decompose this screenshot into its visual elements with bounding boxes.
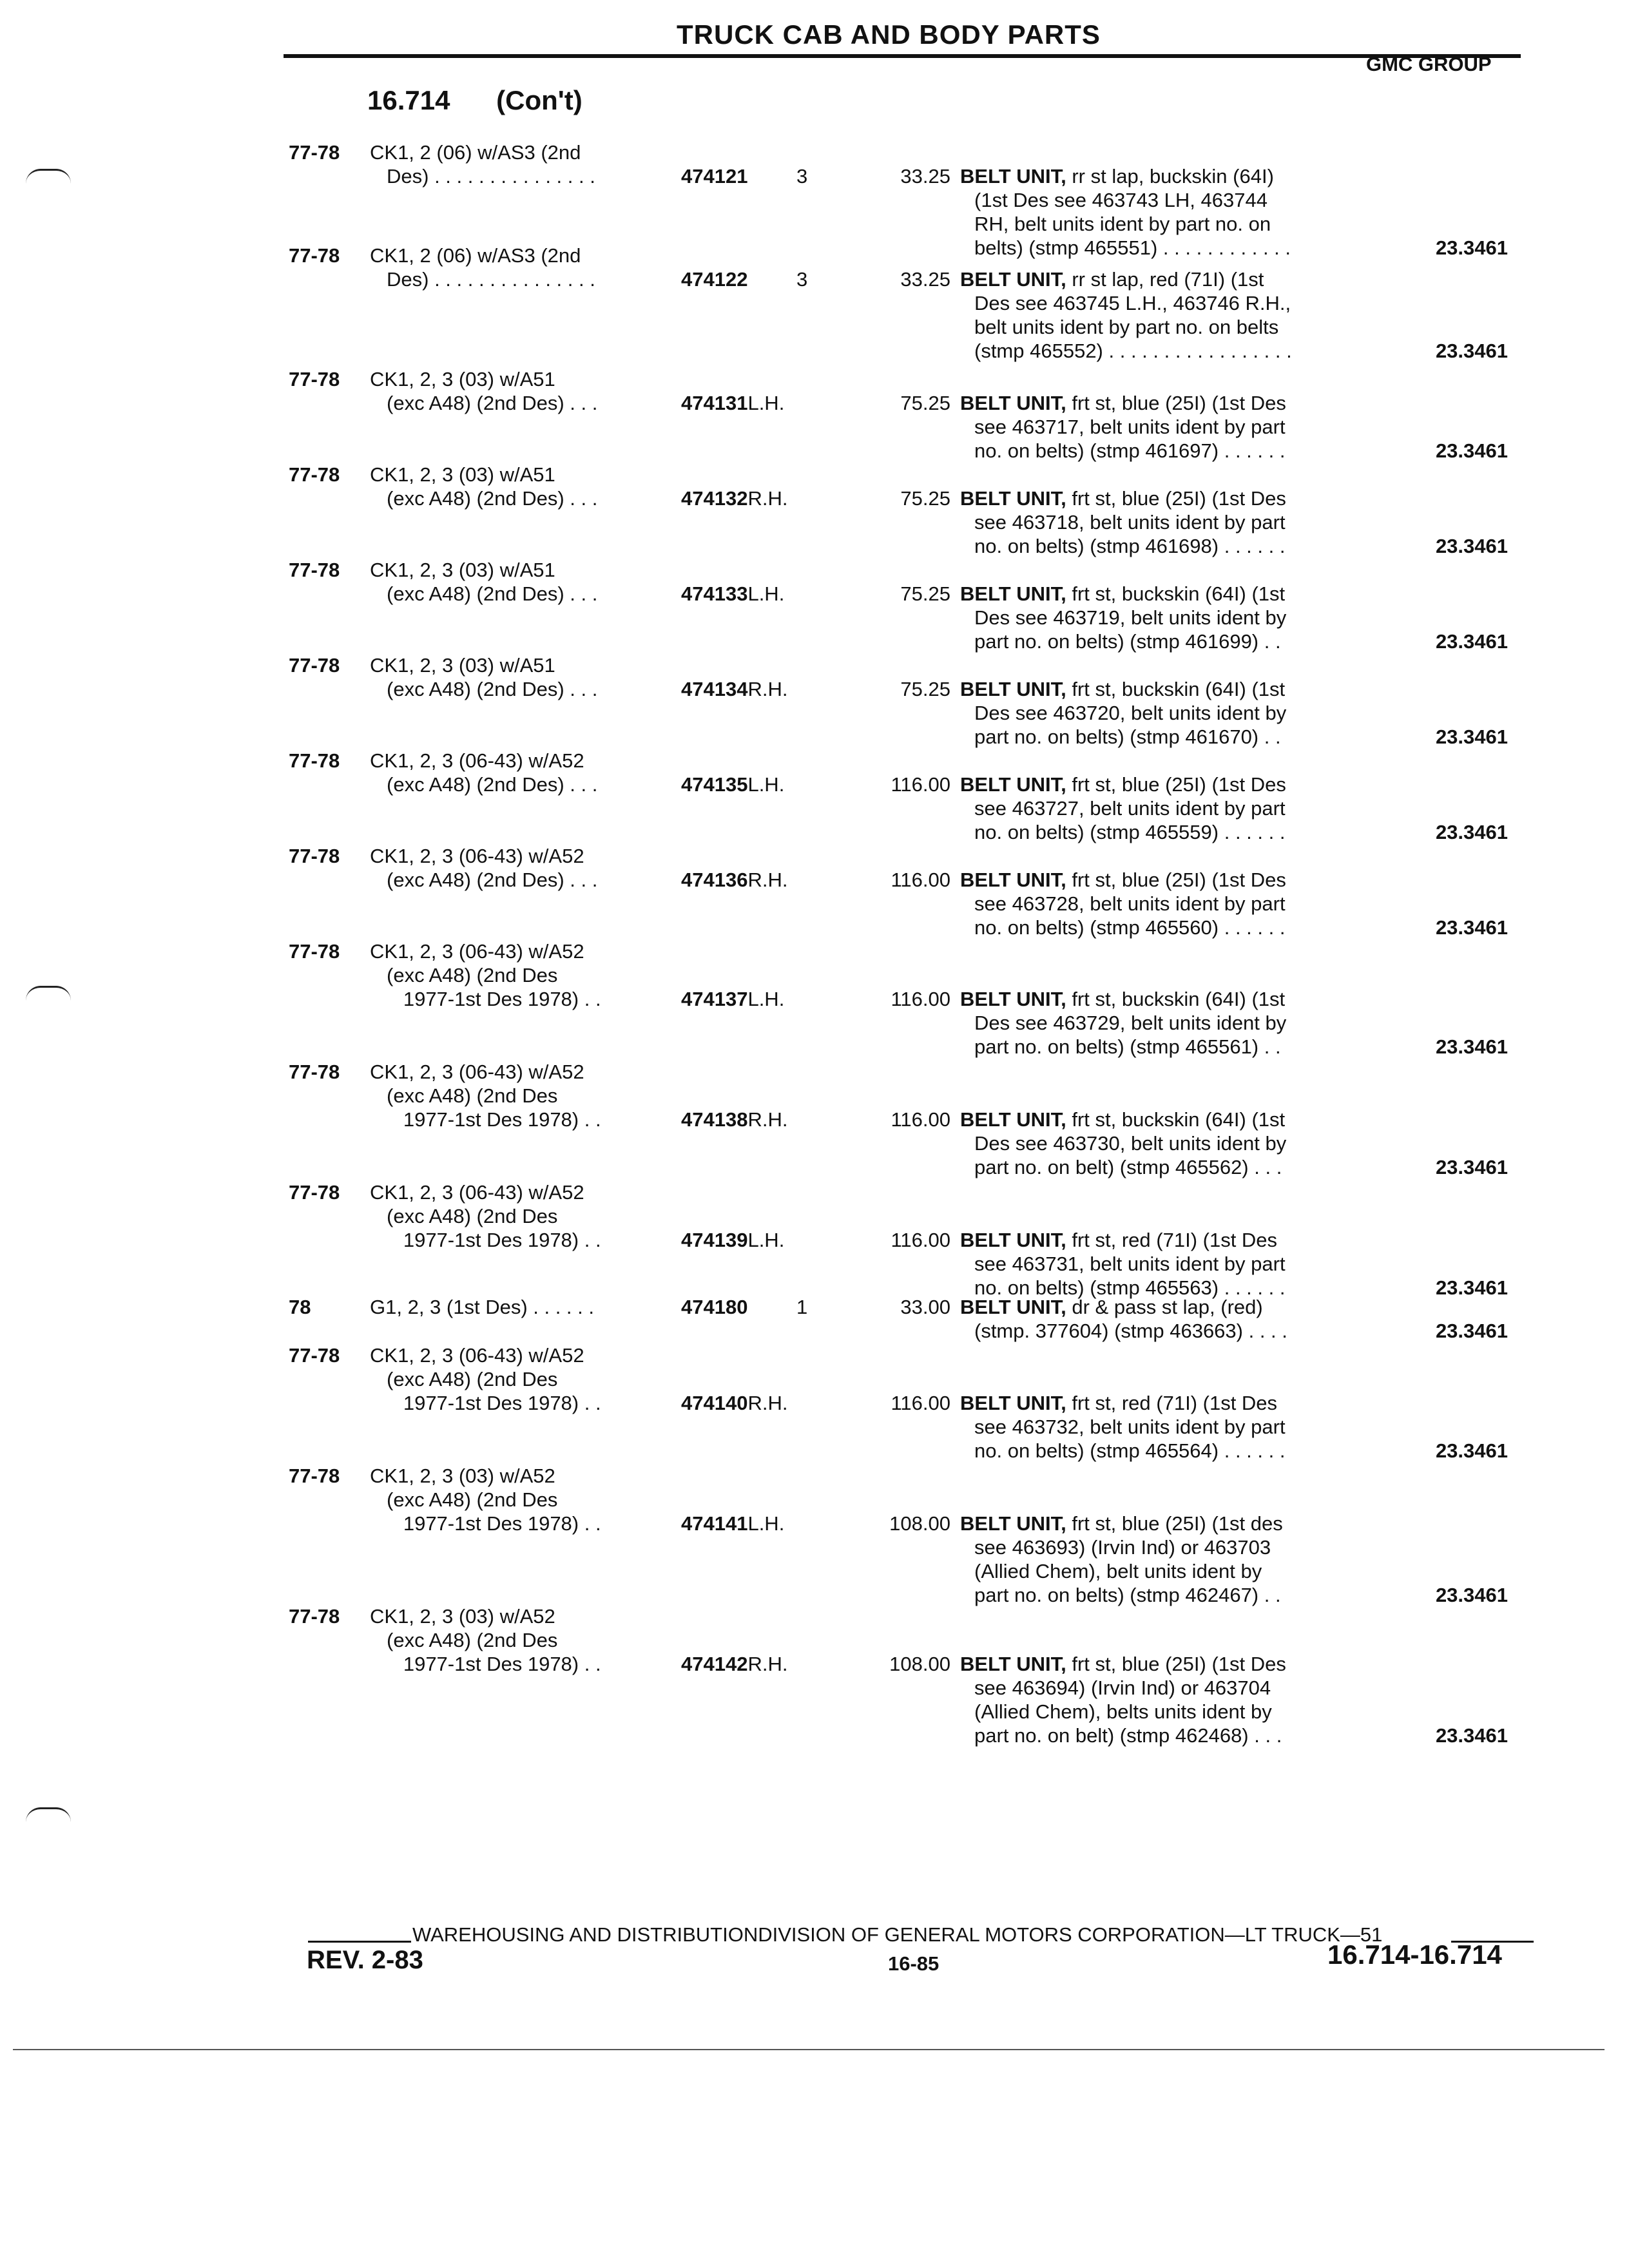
description-line: see 463728, belt units ident by part xyxy=(974,892,1286,915)
page-title: TRUCK CAB AND BODY PARTS xyxy=(677,19,1101,50)
side-suffix: R.H. xyxy=(747,1653,788,1675)
description xyxy=(960,1228,1385,1300)
price: 75.25 xyxy=(900,582,950,605)
description xyxy=(960,677,1385,749)
description-line: BELT UNIT, frt st, red (71I) (1st Des xyxy=(960,1392,1278,1414)
description-title: BELT UNIT, xyxy=(960,165,1066,187)
group-number: 23.3461 xyxy=(1435,1035,1508,1058)
page-number: 16-85 xyxy=(888,1952,940,1975)
price: 75.25 xyxy=(900,392,950,414)
group-number: 23.3461 xyxy=(1435,1584,1508,1606)
description-line: see 463732, belt units ident by part xyxy=(974,1416,1286,1438)
part-number: 474133L.H. xyxy=(681,582,785,605)
description xyxy=(960,267,1385,363)
description-line: BELT UNIT, frt st, blue (25I) (1st Des xyxy=(960,1653,1286,1675)
group-number: 23.3461 xyxy=(1435,1439,1508,1462)
part-number: 474180 xyxy=(681,1296,748,1318)
description-line: (Allied Chem), belts units ident by xyxy=(974,1700,1272,1723)
application-line: CK1, 2, 3 (03) w/A51 xyxy=(370,559,555,581)
description-line: BELT UNIT, rr st lap, buckskin (64I) xyxy=(960,165,1274,187)
description-line: Des see 463729, belt units ident by xyxy=(974,1012,1287,1034)
model-year: 78 xyxy=(289,1296,311,1318)
description-line: see 463718, belt units ident by part xyxy=(974,511,1286,533)
description-title: BELT UNIT, xyxy=(960,1229,1066,1251)
model-year: 77-78 xyxy=(289,845,340,867)
side-suffix: L.H. xyxy=(747,988,785,1010)
side-suffix: R.H. xyxy=(747,487,788,510)
description-line: belts) (stmp 465551) . . . . . . . . . . . . xyxy=(974,236,1291,259)
part-number: 474122 xyxy=(681,268,748,291)
application xyxy=(370,1295,647,1319)
description-line: Des see 463719, belt units ident by xyxy=(974,606,1287,629)
application xyxy=(370,140,647,188)
description-line: BELT UNIT, dr & pass st lap, (red) xyxy=(960,1296,1263,1318)
price: 116.00 xyxy=(891,1229,950,1251)
description xyxy=(960,1295,1385,1343)
description-line: BELT UNIT, rr st lap, red (71I) (1st xyxy=(960,268,1264,291)
quantity: 1 xyxy=(796,1296,808,1318)
application-line: CK1, 2, 3 (06-43) w/A52 xyxy=(370,1181,584,1204)
price: 75.25 xyxy=(900,678,950,700)
price: 75.25 xyxy=(900,487,950,510)
price: 116.00 xyxy=(891,988,950,1010)
application-line: (exc A48) (2nd Des) . . . xyxy=(387,773,598,796)
description-line: Des see 463730, belt units ident by xyxy=(974,1132,1287,1155)
model-year: 77-78 xyxy=(289,244,340,267)
group-number: 23.3461 xyxy=(1435,340,1508,362)
description-line: BELT UNIT, frt st, blue (25I) (1st Des xyxy=(960,487,1286,510)
application xyxy=(370,367,647,415)
description xyxy=(960,773,1385,844)
description-title: BELT UNIT, xyxy=(960,1653,1066,1675)
model-year: 77-78 xyxy=(289,1465,340,1487)
bottom-rule xyxy=(13,2049,1605,2050)
description-line: part no. on belts) (stmp 461670) . . xyxy=(974,726,1281,748)
part-number: 474132R.H. xyxy=(681,487,788,510)
description-line: BELT UNIT, frt st, buckskin (64I) (1st xyxy=(960,678,1286,700)
side-suffix: R.H. xyxy=(747,1108,788,1131)
application-line: CK1, 2, 3 (06-43) w/A52 xyxy=(370,1344,584,1367)
application xyxy=(370,844,647,892)
price: 116.00 xyxy=(891,1392,950,1414)
group-number: 23.3461 xyxy=(1435,916,1508,939)
application xyxy=(370,653,647,701)
description-line: BELT UNIT, frt st, blue (25I) (1st Des xyxy=(960,392,1286,414)
description xyxy=(960,987,1385,1059)
description-line: BELT UNIT, frt st, buckskin (64I) (1st xyxy=(960,988,1286,1010)
application-line: (exc A48) (2nd Des 1977-1st Des 1978) . . xyxy=(387,1205,601,1251)
description-line: BELT UNIT, frt st, buckskin (64I) (1st xyxy=(960,582,1286,605)
description xyxy=(960,868,1385,939)
group-number: 23.3461 xyxy=(1435,630,1508,653)
application-line: CK1, 2, 3 (03) w/A51 xyxy=(370,368,555,390)
description-line: no. on belts) (stmp 465563) . . . . . . xyxy=(974,1276,1286,1299)
application-line: CK1, 2, 3 (03) w/A52 xyxy=(370,1605,555,1628)
application-line: CK1, 2 (06) w/AS3 (2nd xyxy=(370,141,581,164)
description-title: BELT UNIT, xyxy=(960,678,1066,700)
description xyxy=(960,486,1385,558)
part-number: 474136R.H. xyxy=(681,869,788,891)
description-title: BELT UNIT, xyxy=(960,773,1066,796)
revision-label: REV. 2-83 xyxy=(307,1946,423,1974)
description-title: BELT UNIT, xyxy=(960,392,1066,414)
description-line: belt units ident by part no. on belts xyxy=(974,316,1279,338)
group-number: 23.3461 xyxy=(1435,535,1508,557)
model-year: 77-78 xyxy=(289,749,340,772)
description xyxy=(960,1108,1385,1179)
description-title: BELT UNIT, xyxy=(960,268,1066,291)
section-continued: (Con't) xyxy=(496,85,583,115)
application-line: CK1, 2, 3 (06-43) w/A52 xyxy=(370,1061,584,1083)
description-line: part no. on belt) (stmp 462468) . . . xyxy=(974,1724,1282,1747)
side-suffix: R.H. xyxy=(747,1392,788,1414)
group-number: 23.3461 xyxy=(1435,1156,1508,1178)
description xyxy=(960,582,1385,653)
description-line: BELT UNIT, frt st, blue (25I) (1st Des xyxy=(960,869,1286,891)
application xyxy=(370,939,647,1011)
description-line: Des see 463745 L.H., 463746 R.H., xyxy=(974,292,1291,314)
part-number: 474131L.H. xyxy=(681,392,785,414)
description-line: no. on belts) (stmp 465560) . . . . . . xyxy=(974,916,1286,939)
price: 108.00 xyxy=(889,1653,950,1675)
side-suffix: L.H. xyxy=(747,1229,785,1251)
part-number: 474137L.H. xyxy=(681,988,785,1010)
description-title: BELT UNIT, xyxy=(960,869,1066,891)
model-year: 77-78 xyxy=(289,940,340,963)
model-year: 77-78 xyxy=(289,654,340,677)
application xyxy=(370,558,647,606)
application-line: CK1, 2, 3 (06-43) w/A52 xyxy=(370,845,584,867)
description-line: see 463727, belt units ident by part xyxy=(974,797,1286,820)
description-title: BELT UNIT, xyxy=(960,988,1066,1010)
application xyxy=(370,1180,647,1252)
application-line: CK1, 2, 3 (03) w/A51 xyxy=(370,654,555,677)
side-suffix: L.H. xyxy=(747,582,785,605)
price: 116.00 xyxy=(891,1108,950,1131)
part-number: 474135L.H. xyxy=(681,773,785,796)
application-line: (exc A48) (2nd Des 1977-1st Des 1978) . . xyxy=(387,964,601,1010)
quantity: 3 xyxy=(796,268,808,291)
application xyxy=(370,1464,647,1535)
side-suffix: L.H. xyxy=(747,773,785,796)
application-line: (exc A48) (2nd Des) . . . xyxy=(387,392,598,414)
section-heading xyxy=(367,85,583,116)
description-line: no. on belts) (stmp 461698) . . . . . . xyxy=(974,535,1286,557)
description-line: part no. on belt) (stmp 465562) . . . xyxy=(974,1156,1282,1178)
application-line: (exc A48) (2nd Des) . . . xyxy=(387,678,598,700)
application-line: CK1, 2, 3 (06-43) w/A52 xyxy=(370,940,584,963)
description-line: (stmp 465552) . . . . . . . . . . . . . . . . . xyxy=(974,340,1292,362)
application-line: CK1, 2, 3 (06-43) w/A52 xyxy=(370,749,584,772)
description xyxy=(960,1652,1385,1747)
group-label: GMC GROUP xyxy=(1366,53,1492,75)
price: 33.25 xyxy=(900,165,950,187)
side-suffix: L.H. xyxy=(747,392,785,414)
description-line: (Allied Chem), belt units ident by xyxy=(974,1560,1262,1582)
group-number: 23.3461 xyxy=(1435,1320,1508,1342)
group-number: 23.3461 xyxy=(1435,726,1508,748)
side-suffix: L.H. xyxy=(747,1512,785,1535)
model-year: 77-78 xyxy=(289,559,340,581)
price: 33.00 xyxy=(900,1296,950,1318)
part-number: 474121 xyxy=(681,165,748,187)
price: 108.00 xyxy=(889,1512,950,1535)
description-line: (stmp. 377604) (stmp 463663) . . . . xyxy=(974,1320,1287,1342)
description xyxy=(960,164,1385,260)
description-title: BELT UNIT, xyxy=(960,582,1066,605)
description-line: no. on belts) (stmp 461697) . . . . . . xyxy=(974,439,1286,462)
application xyxy=(370,244,647,291)
description-title: BELT UNIT, xyxy=(960,1392,1066,1414)
model-year: 77-78 xyxy=(289,1605,340,1628)
description-line: part no. on belts) (stmp 465561) . . xyxy=(974,1035,1281,1058)
description xyxy=(960,1391,1385,1463)
application-line: Des) . . . . . . . . . . . . . . . xyxy=(387,268,595,291)
price: 116.00 xyxy=(891,773,950,796)
model-year: 77-78 xyxy=(289,141,340,164)
description-line: BELT UNIT, frt st, red (71I) (1st Des xyxy=(960,1229,1278,1251)
group-number: 23.3461 xyxy=(1435,439,1508,462)
application-line: (exc A48) (2nd Des 1977-1st Des 1978) . . xyxy=(387,1629,601,1675)
application-line: G1, 2, 3 (1st Des) . . . . . . xyxy=(370,1296,594,1318)
description-line: see 463693) (Irvin Ind) or 463703 xyxy=(974,1536,1271,1559)
description-line: BELT UNIT, frt st, blue (25I) (1st des xyxy=(960,1512,1283,1535)
description-line: see 463731, belt units ident by part xyxy=(974,1253,1286,1275)
price: 116.00 xyxy=(891,869,950,891)
description-line: see 463717, belt units ident by part xyxy=(974,416,1286,438)
model-year: 77-78 xyxy=(289,368,340,390)
description-line: no. on belts) (stmp 465559) . . . . . . xyxy=(974,821,1286,843)
group-number: 23.3461 xyxy=(1435,1724,1508,1747)
side-suffix: R.H. xyxy=(747,678,788,700)
footer-division: WAREHOUSING AND DISTRIBUTIONDIVISION OF GENERAL MOTORS CORPORATION—LT TRUCK—51 xyxy=(412,1923,1383,1946)
section-range: 16.714-16.714 xyxy=(1327,1939,1502,1970)
group-number: 23.3461 xyxy=(1435,1276,1508,1299)
application-line: (exc A48) (2nd Des 1977-1st Des 1978) . . xyxy=(387,1488,601,1535)
application xyxy=(370,1060,647,1131)
model-year: 77-78 xyxy=(289,1181,340,1204)
description-title: BELT UNIT, xyxy=(960,1108,1066,1131)
group-number: 23.3461 xyxy=(1435,821,1508,843)
punch-mark xyxy=(26,986,71,1001)
application-line: CK1, 2 (06) w/AS3 (2nd xyxy=(370,244,581,267)
application-line: (exc A48) (2nd Des 1977-1st Des 1978) . . xyxy=(387,1084,601,1131)
application-line: (exc A48) (2nd Des) . . . xyxy=(387,487,598,510)
part-number: 474142R.H. xyxy=(681,1653,788,1675)
section-number: 16.714 xyxy=(367,85,450,115)
description-line: BELT UNIT, frt st, buckskin (64I) (1st xyxy=(960,1108,1286,1131)
punch-mark xyxy=(26,1807,71,1822)
punch-mark xyxy=(26,169,71,184)
description-line: BELT UNIT, frt st, blue (25I) (1st Des xyxy=(960,773,1286,796)
application-line: (exc A48) (2nd Des) . . . xyxy=(387,869,598,891)
description-title: BELT UNIT, xyxy=(960,487,1066,510)
application xyxy=(370,463,647,510)
description xyxy=(960,391,1385,463)
application-line: (exc A48) (2nd Des 1977-1st Des 1978) . . xyxy=(387,1368,601,1414)
description-line: see 463694) (Irvin Ind) or 463704 xyxy=(974,1677,1271,1699)
side-suffix: R.H. xyxy=(747,869,788,891)
part-number: 474140R.H. xyxy=(681,1392,788,1414)
application-line: Des) . . . . . . . . . . . . . . . xyxy=(387,165,595,187)
title-rule xyxy=(284,54,1521,58)
description-line: (1st Des see 463743 LH, 463744 xyxy=(974,189,1268,211)
price: 33.25 xyxy=(900,268,950,291)
part-number: 474134R.H. xyxy=(681,678,788,700)
description-title: BELT UNIT, xyxy=(960,1296,1066,1318)
description-title: BELT UNIT, xyxy=(960,1512,1066,1535)
description xyxy=(960,1512,1385,1607)
part-number: 474139L.H. xyxy=(681,1229,785,1251)
application-line: CK1, 2, 3 (03) w/A51 xyxy=(370,463,555,486)
model-year: 77-78 xyxy=(289,1061,340,1083)
footer-rule-left xyxy=(308,1941,411,1943)
application-line: (exc A48) (2nd Des) . . . xyxy=(387,582,598,605)
description-line: RH, belt units ident by part no. on xyxy=(974,213,1271,235)
description-line: part no. on belts) (stmp 461699) . . xyxy=(974,630,1281,653)
model-year: 77-78 xyxy=(289,1344,340,1367)
description-line: Des see 463720, belt units ident by xyxy=(974,702,1287,724)
part-number: 474141L.H. xyxy=(681,1512,785,1535)
application xyxy=(370,1604,647,1676)
group-number: 23.3461 xyxy=(1435,236,1508,259)
part-number: 474138R.H. xyxy=(681,1108,788,1131)
model-year: 77-78 xyxy=(289,463,340,486)
application xyxy=(370,749,647,796)
quantity: 3 xyxy=(796,165,808,187)
application-line: CK1, 2, 3 (03) w/A52 xyxy=(370,1465,555,1487)
description-line: no. on belts) (stmp 465564) . . . . . . xyxy=(974,1439,1286,1462)
application xyxy=(370,1343,647,1415)
description-line: part no. on belts) (stmp 462467) . . xyxy=(974,1584,1281,1606)
